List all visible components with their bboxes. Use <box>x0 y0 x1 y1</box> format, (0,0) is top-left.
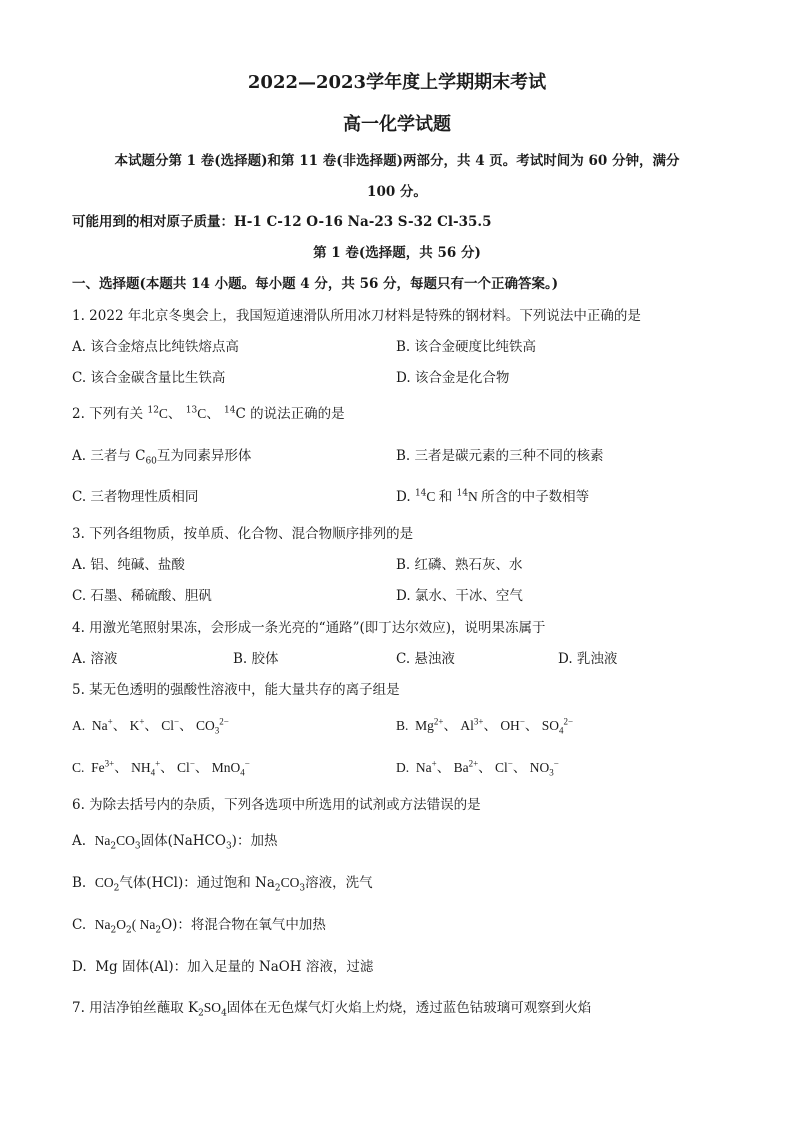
ion: Mg <box>415 718 434 733</box>
charge: 3+ <box>473 716 484 727</box>
q5-d-label: D. <box>396 760 410 775</box>
ion: Al <box>460 718 474 733</box>
question-2-stem <box>72 405 345 423</box>
text: 气体(HCl)：通过饱和 Na <box>119 875 275 891</box>
ion: Fe <box>91 760 105 775</box>
text: )：加热 <box>231 833 278 849</box>
q4-option-d: D. 乳浊液 <box>558 651 618 667</box>
q2-option-a <box>72 447 251 465</box>
ion: Na <box>415 760 432 775</box>
q2-d-c: C 和 <box>426 489 453 504</box>
q2-option-c: C. 三者物理性质相同 <box>72 489 199 505</box>
q3-option-d: D. 氯水、干冰、空气 <box>396 588 523 604</box>
charge: 2− <box>219 716 229 727</box>
ion: K <box>129 718 140 733</box>
q5-option-b: B. $Mg^{2+}$、 $Al^{3+}$、 OH−、 $SO_4^{2-}$ <box>396 716 574 736</box>
question-3-stem: 3. 下列各组物质，按单质、化合物、混合物顺序排列的是 <box>72 526 414 542</box>
q2-d-mass-c: 14 <box>414 488 427 499</box>
q2-a-post: 互为同素异形体 <box>156 448 252 464</box>
ion: NO <box>529 760 550 775</box>
charge: + <box>107 716 113 727</box>
charge: − <box>244 758 250 769</box>
q2-mass-12: 12 <box>147 405 159 416</box>
formula: CO <box>280 875 300 890</box>
q5-option-d: D. Na+、 $Ba^{2+}$、 Cl−、 $NO_3^-$ <box>396 758 559 778</box>
charge: 2+ <box>433 716 444 727</box>
ion: Cl <box>161 718 175 733</box>
charge: + <box>139 716 145 727</box>
exam-title: 2022—2023学年度上学期期末考试 <box>247 72 547 93</box>
q6-option-c <box>72 916 326 934</box>
subscript: 3 <box>134 841 141 852</box>
q5-c-label: C. <box>72 760 85 775</box>
formula: ( Na <box>131 917 156 932</box>
q3-option-c: C. 石墨、稀硫酸、胆矾 <box>72 588 212 604</box>
subscript: 2 <box>110 925 117 936</box>
q2-d-label: D. <box>396 489 411 505</box>
q6-d-label: D. <box>72 959 87 975</box>
formula: O <box>116 917 126 932</box>
subscript: 2 <box>113 883 120 894</box>
q5-a-label: A. <box>72 718 86 733</box>
part1-title: 第 1 卷(选择题，共 56 分) <box>313 245 481 261</box>
q2-mass-13: 13 <box>185 405 198 416</box>
charge: 2− <box>563 716 574 727</box>
ion: Cl <box>177 760 190 775</box>
text: 固体(NaHCO <box>140 833 226 849</box>
ion: OH <box>500 718 520 733</box>
subscript: 2 <box>198 1008 204 1019</box>
charge: − <box>174 716 180 727</box>
text: O)：将混合物在氧气中加热 <box>161 917 326 933</box>
subject-title: 高一化学试题 <box>343 114 451 135</box>
q5-option-c: C. $Fe^{3+}$、 $NH_4^+$、 Cl−、 MnO$_4$− <box>72 758 250 778</box>
charge: + <box>431 758 437 769</box>
subscript: 3 <box>214 725 220 736</box>
q6-a-label: A. <box>72 833 87 849</box>
q5-b-label: B. <box>396 718 409 733</box>
question-6-stem: 6. 为除去括号内的杂质，下列各选项中所选用的试剂或方法错误的是 <box>72 797 481 813</box>
q2-a-text: A. 三者与 C <box>72 448 146 464</box>
q6-option-b <box>72 874 373 892</box>
formula: Na <box>94 917 111 932</box>
question-1-stem: 1. 2022 年北京冬奥会上，我国短道速滑队所用冰刀材料是特殊的钢材料。下列说法中正确的是 <box>72 308 641 324</box>
q2-isotope-1: C、 <box>158 406 182 421</box>
q2-isotope-2: C、 <box>197 406 220 421</box>
q2-option-b: B. 三者是碳元素的三种不同的核素 <box>396 448 604 464</box>
q3-option-b: B. 红磷、熟石灰、水 <box>396 557 523 573</box>
subscript: 3 <box>549 767 554 778</box>
charge: − <box>519 716 525 727</box>
ion: MnO <box>211 760 241 775</box>
charge: 2+ <box>468 758 479 769</box>
q2-stem-pre: 2. 下列有关 <box>72 406 144 422</box>
question-4-stem: 4. 用激光笔照射果冻，会形成一条光亮的“通路”(即丁达尔效应)，说明果冻属于 <box>72 620 546 636</box>
ion: Na <box>91 718 108 733</box>
charge: − <box>189 758 195 769</box>
charge: + <box>155 758 161 769</box>
question-5-stem: 5. 某无色透明的强酸性溶液中，能大量共存的离子组是 <box>72 682 400 698</box>
q2-mass-14: 14 <box>224 405 236 416</box>
q1-option-b: B. 该合金硬度比纯铁高 <box>396 339 537 355</box>
subscript: 4 <box>221 1008 227 1019</box>
q1-option-a: A. 该合金熔点比纯铁熔点高 <box>72 339 239 355</box>
subscript: 4 <box>150 767 156 778</box>
subscript: 3 <box>299 883 306 894</box>
ion: Ba <box>453 760 469 775</box>
q2-a-sub: 60 <box>145 456 157 467</box>
text: 溶液，洗气 <box>305 875 373 891</box>
q2-d-n: N 所含的中子数相等 <box>468 489 590 504</box>
question-7-stem <box>72 999 591 1017</box>
charge: 3+ <box>104 758 115 769</box>
atomic-masses: 可能用到的相对原子质量：H-1 C-12 O-16 Na-23 S-32 Cl-35.5 <box>72 214 492 230</box>
subscript: 2 <box>125 925 132 936</box>
formula: Na <box>94 833 111 848</box>
formula: SO <box>203 1000 222 1015</box>
q4-option-b: B. 胶体 <box>233 651 279 667</box>
text: 固体在无色煤气灯火焰上灼烧，透过蓝色钴玻璃可观察到火焰 <box>226 1000 592 1016</box>
subscript: 4 <box>559 725 564 736</box>
formula: CO <box>94 875 114 890</box>
charge: − <box>507 758 513 769</box>
text: 7. 用洁净铂丝蘸取 K <box>72 1000 199 1016</box>
q4-option-a: A. 溶液 <box>72 651 118 667</box>
q3-option-a: A. 铝、纯碱、盐酸 <box>72 557 185 573</box>
text: Mg 固体(Al)：加入足量的 NaOH 溶液，过滤 <box>95 959 374 975</box>
q6-option-d <box>72 958 373 976</box>
ion: NH <box>131 760 151 775</box>
subscript: 2 <box>274 883 281 894</box>
intro-line-2: 100 分。 <box>367 184 427 200</box>
subscript: 4 <box>240 767 245 778</box>
q5-option-a: A. Na+、 K+、 Cl−、 $CO_3^{2-}$ <box>72 716 229 736</box>
q2-stem-post: C 的说法正确的是 <box>235 406 345 422</box>
q4-option-c: C. 悬浊液 <box>396 651 455 667</box>
ion: SO <box>541 718 560 733</box>
subscript: 2 <box>155 925 162 936</box>
q2-option-d <box>396 488 589 506</box>
subscript: 3 <box>225 841 232 852</box>
subscript: 2 <box>110 841 117 852</box>
formula: CO <box>116 833 135 848</box>
intro-line-1: 本试题分第 1 卷(选择题)和第 11 卷(非选择题)两部分，共 4 页。考试时间为 60 分钟，满分 <box>114 153 680 169</box>
q6-b-label: B. <box>72 875 87 891</box>
q2-d-mass-n: 14 <box>456 488 469 499</box>
ion: CO <box>196 718 215 733</box>
section-title: 一、选择题(本题共 14 小题。每小题 4 分，共 56 分，每题只有一个正确答案。) <box>72 276 559 292</box>
q6-c-label: C. <box>72 917 87 933</box>
charge: − <box>553 758 559 769</box>
q6-option-a <box>72 832 277 850</box>
ion: Cl <box>495 760 508 775</box>
q1-option-c: C. 该合金碳含量比生铁高 <box>72 370 226 386</box>
q1-option-d: D. 该合金是化合物 <box>396 370 510 386</box>
